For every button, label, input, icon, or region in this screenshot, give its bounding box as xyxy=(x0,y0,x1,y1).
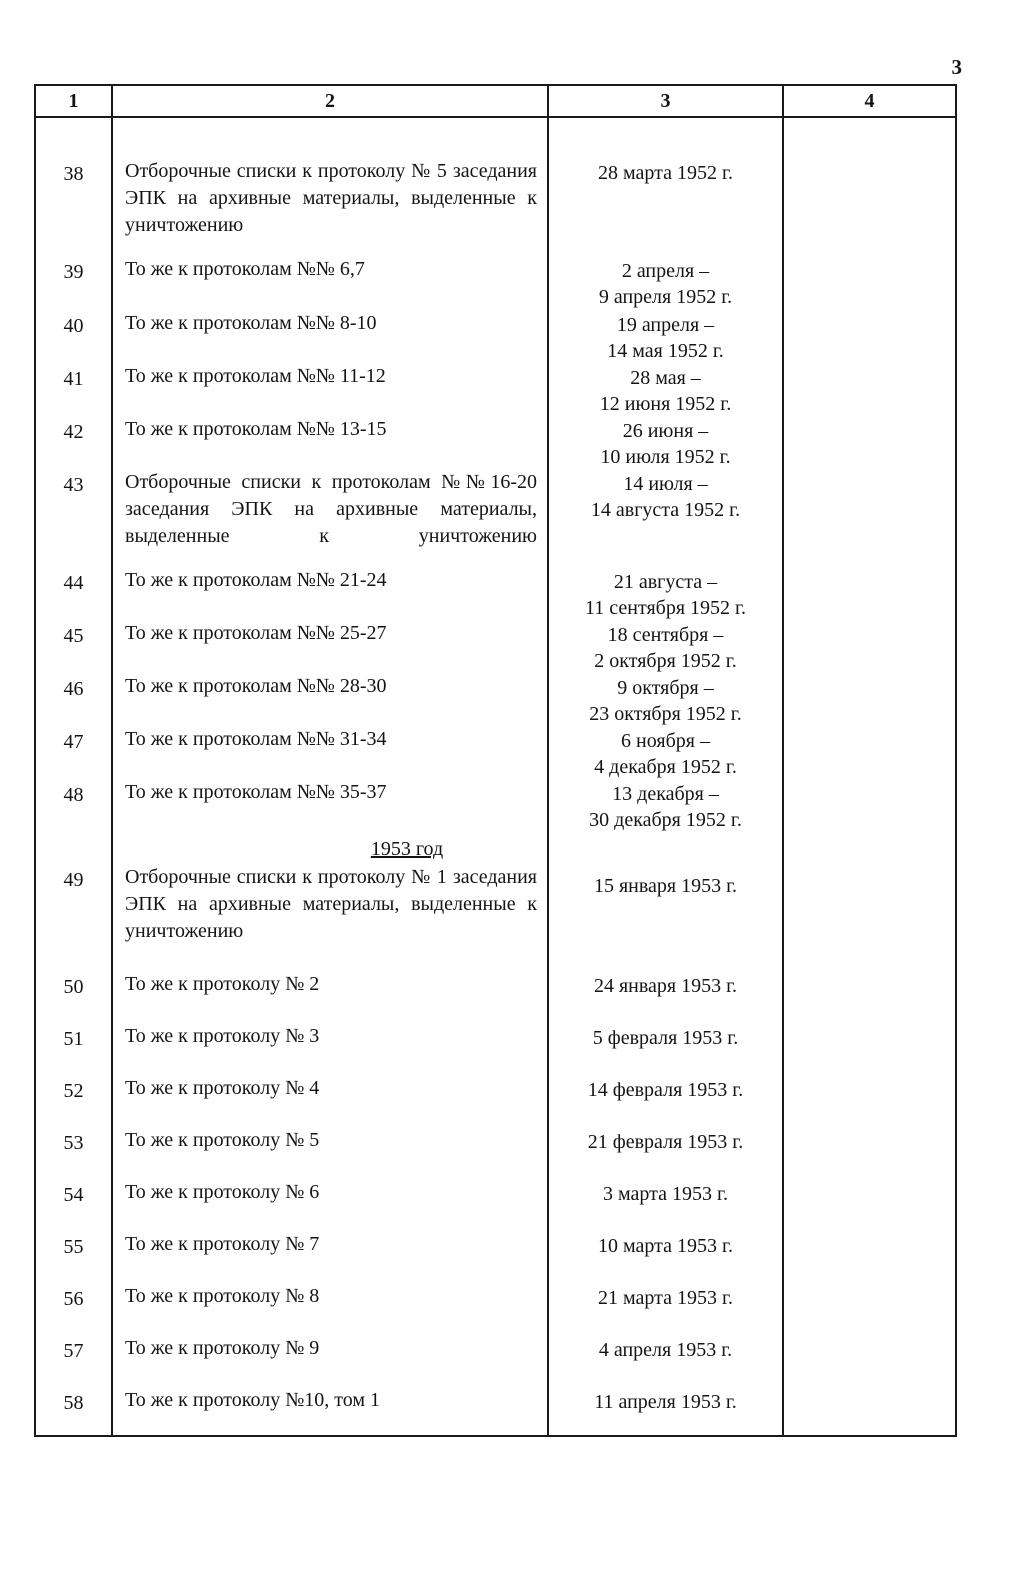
date-line: 21 марта 1953 г. xyxy=(598,1287,733,1309)
row-description: То же к протоколам №№ 8-10 xyxy=(125,312,377,334)
date-line: 21 августа – xyxy=(613,571,718,593)
column-header-1: 1 xyxy=(68,90,79,112)
column-header-3: 3 xyxy=(660,90,671,112)
row-number: 52 xyxy=(63,1080,84,1102)
date-line: 9 апреля 1952 г. xyxy=(598,286,733,308)
row-description: То же к протоколам №№ 35-37 xyxy=(125,781,387,803)
row-description: То же к протоколам №№ 31-34 xyxy=(125,728,387,750)
inventory-table xyxy=(34,84,957,1437)
date-line: 9 октября – xyxy=(617,677,714,699)
row-number: 50 xyxy=(63,976,84,998)
date-line: 30 декабря 1952 г. xyxy=(589,809,742,831)
description-column xyxy=(113,118,547,1435)
row-description: То же к протоколам №№ 11-12 xyxy=(125,365,386,387)
row-description: То же к протоколам №№ 6,7 xyxy=(125,258,365,280)
date-line: 14 февраля 1953 г. xyxy=(587,1079,744,1101)
row-description: То же к протоколам №№ 28-30 xyxy=(125,675,387,697)
year-section-caption-text: 1953 год xyxy=(370,838,444,860)
date-line: 28 мая – xyxy=(630,367,701,389)
row-description: То же к протоколу № 6 xyxy=(125,1181,320,1203)
row-description: То же к протоколу № 9 xyxy=(125,1337,320,1359)
row-description: То же к протоколам №№ 13-15 xyxy=(125,418,387,440)
row-number: 57 xyxy=(63,1340,84,1362)
row-description: Отборочные списки к протоколу № 5 заседания ЭПК на архивные материалы, выделенные к уничтожению xyxy=(125,160,537,236)
date-line: 5 февраля 1953 г. xyxy=(592,1027,739,1049)
row-description: То же к протоколу № 8 xyxy=(125,1285,320,1307)
date-line: 24 января 1953 г. xyxy=(593,975,738,997)
note-column xyxy=(784,118,955,1435)
row-description: То же к протоколу №10, том 1 xyxy=(125,1389,381,1411)
row-number: 48 xyxy=(63,784,84,806)
date-line: 10 июля 1952 г. xyxy=(600,446,731,468)
row-description: То же к протоколам №№ 25-27 xyxy=(125,622,387,644)
date-line: 14 июля – xyxy=(623,473,708,495)
date-line: 18 сентября – xyxy=(607,624,724,646)
table-body xyxy=(36,118,955,1435)
row-number: 47 xyxy=(63,731,84,753)
column-header-4: 4 xyxy=(864,90,875,112)
row-number: 53 xyxy=(63,1132,84,1154)
row-number: 56 xyxy=(63,1288,84,1310)
number-column xyxy=(36,118,111,1435)
date-line: 14 августа 1952 г. xyxy=(590,499,741,521)
date-line: 3 марта 1953 г. xyxy=(603,1183,728,1205)
row-description: Отборочные списки к протоколу № 1 заседания ЭПК на архивные материалы, выделенные к уничтожению xyxy=(125,866,537,942)
date-line: 12 июня 1952 г. xyxy=(599,393,732,415)
row-number: 51 xyxy=(63,1028,84,1050)
page-number: 3 xyxy=(951,55,962,79)
date-line: 4 апреля 1953 г. xyxy=(598,1339,733,1361)
row-number: 40 xyxy=(63,315,84,337)
row-number: 54 xyxy=(63,1184,84,1206)
date-line: 13 декабря – xyxy=(612,783,719,805)
row-description: То же к протоколу № 2 xyxy=(125,973,320,995)
row-description: Отборочные списки к протоколам №№16-20 заседания ЭПК на архивные материалы, выделенные к уничтожению xyxy=(125,471,537,547)
row-number: 42 xyxy=(63,421,84,443)
date-line: 4 декабря 1952 г. xyxy=(594,756,737,778)
table-header-row xyxy=(36,86,955,118)
date-line: 21 февраля 1953 г. xyxy=(587,1131,744,1153)
column-header-2: 2 xyxy=(325,90,335,112)
date-line: 23 октября 1952 г. xyxy=(589,703,742,725)
date-line: 6 ноября – xyxy=(621,730,710,752)
row-number: 45 xyxy=(63,625,84,647)
date-line: 2 октября 1952 г. xyxy=(594,650,737,672)
row-number: 39 xyxy=(63,261,84,283)
row-number: 41 xyxy=(63,368,84,390)
row-number: 43 xyxy=(63,474,84,496)
date-line: 15 января 1953 г. xyxy=(593,875,738,897)
date-line: 19 апреля – xyxy=(616,314,715,336)
row-number: 49 xyxy=(63,869,84,891)
date-line: 2 апреля – xyxy=(621,260,710,282)
row-description: То же к протоколу № 3 xyxy=(125,1025,320,1047)
date-line: 26 июня – xyxy=(622,420,709,442)
date-line: 11 сентября 1952 г. xyxy=(585,597,746,619)
date-line: 28 марта 1952 г. xyxy=(598,162,733,184)
date-line: 14 мая 1952 г. xyxy=(607,340,724,362)
date-column xyxy=(549,118,782,1435)
row-description: То же к протоколу № 7 xyxy=(125,1233,320,1255)
row-description: То же к протоколу № 5 xyxy=(125,1129,320,1151)
date-line: 11 апреля 1953 г. xyxy=(594,1391,737,1413)
row-number: 38 xyxy=(63,163,84,185)
date-line: 10 марта 1953 г. xyxy=(598,1235,733,1257)
row-number: 46 xyxy=(63,678,84,700)
row-number: 55 xyxy=(63,1236,84,1258)
row-description: То же к протоколу № 4 xyxy=(125,1077,320,1099)
row-number: 44 xyxy=(63,572,84,594)
row-description: То же к протоколам №№ 21-24 xyxy=(125,569,387,591)
row-number: 58 xyxy=(63,1392,84,1414)
